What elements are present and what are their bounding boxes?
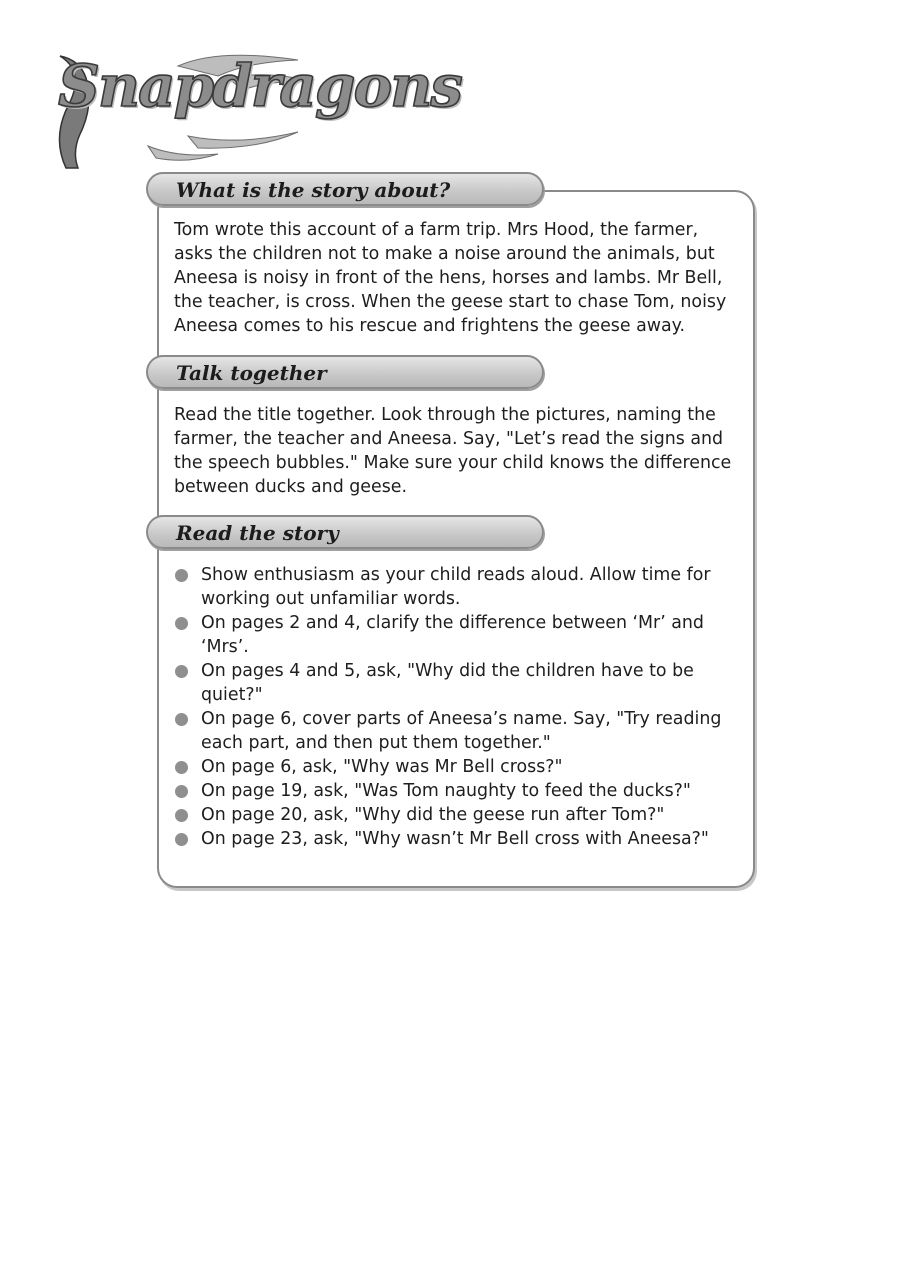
section-header-talk-together — [146, 355, 544, 389]
bullet-text: On page 19, ask, "Was Tom naughty to feed the ducks?" — [201, 781, 691, 801]
logo-text: Snapdragons — [58, 52, 461, 120]
bullet-text: On page 6, cover parts of Aneesa’s name. Say, "Try reading each part, and then put them together." — [201, 709, 722, 753]
section-header-story-about — [146, 172, 544, 206]
grey-dot-icon — [175, 713, 188, 726]
list-item — [174, 611, 740, 659]
list-item — [174, 779, 740, 803]
bullet-text: On pages 4 and 5, ask, "Why did the children have to be quiet?" — [201, 661, 694, 705]
read-story-bullet-list — [174, 563, 740, 851]
list-item — [174, 563, 740, 611]
bullet-text: On page 6, ask, "Why was Mr Bell cross?" — [201, 757, 563, 777]
list-item — [174, 707, 740, 755]
section-header-read-story — [146, 515, 544, 549]
list-item — [174, 755, 740, 779]
grey-dot-icon — [175, 785, 188, 798]
section-title-talk-together: Talk together — [176, 361, 327, 385]
talk-together-paragraph: Read the title together. Look through the pictures, naming the farmer, the teacher and Aneesa. Say, "Let’s read the signs and the speech bubbles." Make sure your child knows the difference between ducks and geese. — [174, 405, 732, 497]
grey-dot-icon — [175, 761, 188, 774]
list-item — [174, 803, 740, 827]
bullet-text: On pages 2 and 4, clarify the difference between ‘Mr’ and ‘Mrs’. — [201, 613, 704, 657]
story-about-paragraph: Tom wrote this account of a farm trip. Mrs Hood, the farmer, asks the children not to make a noise around the animals, but Aneesa is noisy in front of the hens, horses and lambs. Mr Bell, the teacher, is cross. When the geese start to chase Tom, noisy Aneesa comes to his rescue and frightens the geese away. — [174, 220, 727, 336]
bullet-text: On page 23, ask, "Why wasn’t Mr Bell cross with Aneesa?" — [201, 829, 709, 849]
section-title-read-story: Read the story — [176, 521, 339, 545]
grey-dot-icon — [175, 809, 188, 822]
bullet-text: Show enthusiasm as your child reads aloud. Allow time for working out unfamiliar words. — [201, 565, 711, 609]
list-item — [174, 827, 740, 851]
section-title-story-about: What is the story about? — [176, 178, 451, 202]
grey-dot-icon — [175, 569, 188, 582]
grey-dot-icon — [175, 833, 188, 846]
grey-dot-icon — [175, 665, 188, 678]
list-item — [174, 659, 740, 707]
snapdragons-logo — [28, 38, 461, 178]
grey-dot-icon — [175, 617, 188, 630]
bullet-text: On page 20, ask, "Why did the geese run after Tom?" — [201, 805, 665, 825]
